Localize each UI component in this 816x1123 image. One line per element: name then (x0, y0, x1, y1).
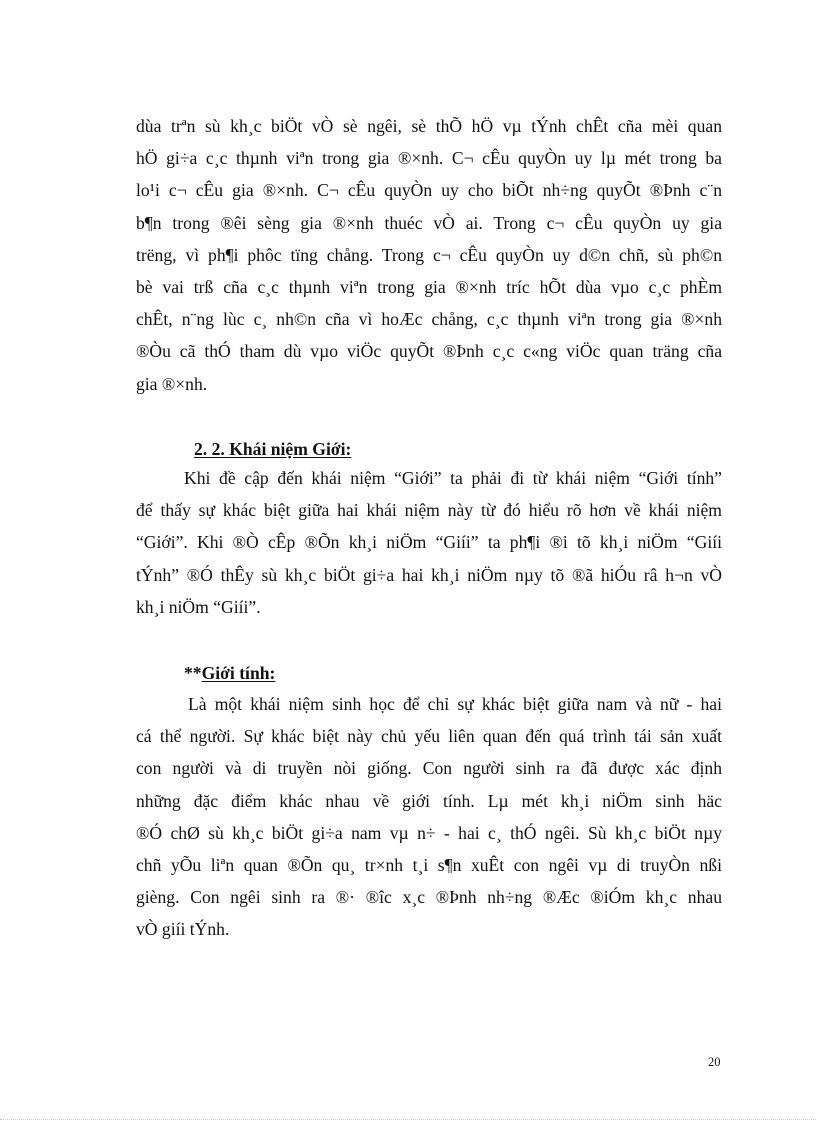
text-line: con người và di truyền nòi giống. Con người sinh ra đã được xác định (136, 758, 722, 779)
text-line: cá thể người. Sự khác biệt này chủ yếu liên quan đến quá trình tái sản xuất (136, 726, 722, 747)
text-line: hÖ gi÷a c¸c thµnh viªn trong gia ®×nh. C¬ cÊu quyÒn uy lµ mét trong ba (136, 148, 722, 169)
subsection-heading-prefix: ** (184, 663, 202, 683)
text-line: gia ®×nh. (136, 373, 208, 394)
text-line: ®Òu cã thÓ tham dù vµo viÖc quyÕt ®Þnh c¸c c«ng viÖc quan träng cña (136, 341, 722, 362)
page-number: 20 (708, 1055, 721, 1069)
text-line: b¶n trong ®êi sèng gia ®×nh thuéc vÒ ai. Trong c¬ cÊu quyÒn uy gia (136, 212, 722, 233)
text-line: Khi đề cập đến khái niệm “Giới” ta phải đi từ khái niệm “Giới tính” (184, 468, 722, 488)
text-line: lo¹i c¬ cÊu gia ®×nh. C¬ cÊu quyÒn uy cho biÕt nh÷ng quyÕt ®Þnh c¨n (136, 180, 722, 201)
text-line: tÝnh” ®Ó thÊy sù kh¸c biÖt gi÷a hai kh¸i niÖm nµy tõ ®ã hiÓu râ h¬n vÒ (136, 564, 722, 585)
text-line: chñ yÕu liªn quan ®Õn qu¸ tr×nh t¸i s¶n xuÊt con ngêi vµ di truyÒn nßi (136, 855, 722, 876)
text-line: chÊt, n¨ng lùc c¸ nh©n cña vì hoÆc chång, c¸c thµnh viªn trong gia ®×nh (136, 309, 722, 330)
section-heading-text: 2. 2. Khái niệm Giới: (194, 439, 352, 459)
paragraph-family-authority (136, 110, 722, 400)
page-bottom-divider (0, 1119, 816, 1120)
section-heading (194, 433, 351, 465)
text-line: dùa trªn sù kh¸c biÖt vÒ sè ngêi, sè thÕ hÖ vµ tÝnh chÊt cña mèi quan (136, 116, 722, 136)
paragraph-gender-concept (136, 462, 722, 623)
text-line: ®Ó chØ sù kh¸c biÖt gi÷a nam vµ n÷ - hai c¸ thÓ ngêi. Sù kh¸c biÖt nµy (136, 822, 722, 843)
text-line: kh¸i niÖm “Giíi”. (136, 596, 261, 617)
text-line: vÒ giíi tÝnh. (136, 919, 230, 940)
subsection-heading (184, 657, 275, 689)
text-line: để thấy sự khác biệt giữa hai khái niệm này từ đó hiểu rõ hơn về khái niệm (136, 500, 722, 521)
text-line: bè vai trß cña c¸c thµnh viªn trong gia ®×nh tríc hÕt dùa vµo c¸c phÈm (136, 277, 722, 298)
text-line: trëng, vì ph¶i phôc tïng chång. Trong c¬ cÊu quyÒn uy d©n chñ, sù ph©n (136, 244, 722, 265)
text-line: Là một khái niệm sinh học để chỉ sự khác biệt giữa nam và nữ - hai (188, 694, 722, 714)
text-line: “Giới”. Khi ®Ò cÊp ®Õn kh¸i niÖm “Giíi” ta ph¶i ®i tõ kh¸i niÖm “Giíi (136, 532, 722, 553)
subsection-heading-text: Giới tính: (201, 663, 276, 683)
text-line: những đặc điểm khác nhau về giới tính. Lµ mét kh¸i niÖm sinh häc (136, 790, 722, 811)
paragraph-sex-definition (136, 688, 722, 946)
text-line: gièng. Con ngêi sinh ra ®· ®îc x¸c ®Þnh nh÷ng ®Æc ®iÓm kh¸c nhau (136, 887, 722, 908)
